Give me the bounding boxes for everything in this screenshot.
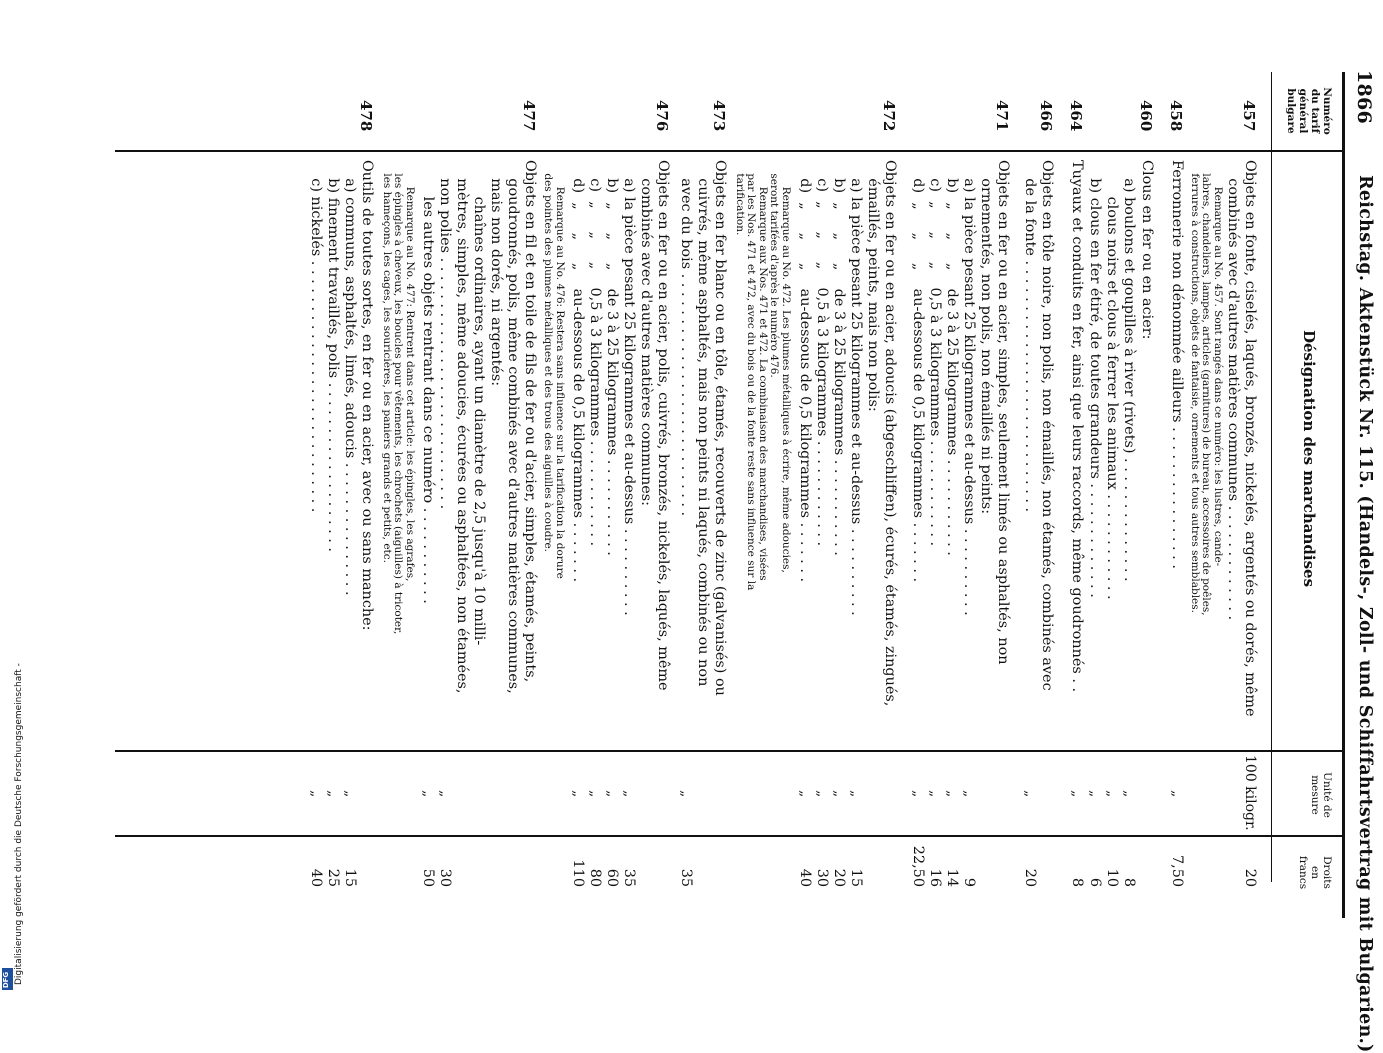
row-text: Objets en fil et en toile de fils de fer ou d'acier, simples, étamés, peints, goudronnés, polis, même combinés avec d'autres matières communes, mais non dorés, ni argentés: chaînes ordinaires, ayant un diamètre de 2,5 jusqu'à 10 milli- mètres, simples, même adoucies, écurées ou asphaltées, non étamées, non polies . . . . . . . . . . . . . . . . . . . . . . . . . . . . les autres objets rentrant dans ce numéro . . . . . . . . . . . — [420, 160, 538, 694]
row-duty: 35 — [678, 868, 694, 887]
digitization-note-text: Digitalisierung gefördert durch die Deutsche Forschungsgemeinschaft - — [14, 663, 24, 985]
column-divider-1 — [115, 150, 1345, 152]
header-duties: Droits en francs — [1297, 855, 1333, 890]
row-text: Objets en fer ou en acier, polis, cuivrés, bronzés, nickelés, laqués, même combinés avec d'autres matières communes: a) la pièce pesant 25 kilogrammes et au-dessus . . . . . . . . . . b) „ „ „ de 3 à 25 kilogrammes . . . . . . . . . . . c) „ „ „ 0,5 à 3 kilogrammes . . . . . . . . . . . . d) „ „ „ au-dessous de 0,5 kilogrammes . . . . . . . — [570, 160, 671, 691]
row-text: Objets en fer blanc ou en tôle, étamés, recouverts de zinc (galvanisés) ou cuivrés, même asphaltés, mais non peints ni laqués, combinés ou non avec du bois . . . . . . . . . . . . . . . . . . . . . . . . . . . — [678, 160, 728, 696]
tariff-number: 477 — [520, 100, 538, 132]
rule-header — [1271, 72, 1272, 882]
row-unit: „ „ „ „ — [797, 790, 864, 798]
page-number: 1866 — [1353, 70, 1375, 125]
row-duty: 35 60 80 110 — [570, 859, 637, 887]
row-unit: „ — [1169, 790, 1185, 798]
row-duty: 7,50 — [1169, 855, 1185, 888]
row-remark: Remarque au No. 472. Les plumes métalliques à écrire, même adoucies, seront tarifées d'après le numéro 476. Remarque aux Nos. 471 et 472. La combinaison des marchandises, visées par les Nos. 471 et 472, avec du bois ou de la fonte reste sans influence sur la tarification. — [734, 173, 792, 591]
tariff-number: 464 — [1067, 100, 1085, 132]
dfg-logo: DFG — [2, 968, 13, 990]
column-divider-3 — [115, 835, 1345, 837]
tariff-number: 476 — [653, 100, 671, 132]
row-duty: 20 — [1242, 868, 1258, 887]
row-duty: 20 — [1022, 868, 1038, 887]
tariff-number: 457 — [1240, 100, 1258, 132]
row-unit: „ — [1069, 790, 1085, 798]
row-duty: 8 — [1069, 877, 1085, 887]
tariff-number: 458 — [1167, 100, 1185, 132]
row-text: Ferronnerie non dénommée ailleurs . . . . . . . . . . . . . . . . — [1169, 160, 1185, 569]
column-divider-2 — [115, 750, 1345, 752]
row-unit: „ „ — [420, 790, 453, 798]
row-remark: Remarque au No. 476: Restera sans influence sur la tarification la dorure des pointes des plumes métalliques et des trous des aiguilles à coudre. — [542, 173, 566, 579]
header-designation: Désignation des marchandises — [1300, 330, 1318, 588]
tariff-number: 466 — [1037, 100, 1055, 132]
row-unit: 100 kilogr. — [1242, 755, 1258, 831]
row-text: Clous en fer ou en acier: — [1139, 160, 1155, 340]
row-duty: 8 10 6 — [1087, 868, 1137, 887]
row-unit: „ „ „ „ — [910, 790, 977, 798]
row-remark: Remarque au No. 477: Rentrent dans cet article: les épingles, les agrafes, les épingles à cheveux, les boucles pour vêtements, les chrochets (aiguilles) à tricoter, les hameçons, les cages, les souricières, les paniers grands et petits, etc. — [381, 173, 416, 635]
row-unit: „ „ „ „ — [570, 790, 637, 798]
row-text: a) boulons et goupilles à river (rivets) . . . . . . . . . . . . . . clous noirs et clous à ferrer les animaux . . . . . . . . . . . . b) clous en fer étiré, de toutes grandeurs . . . . . . . . . . . . . — [1087, 178, 1137, 600]
row-text: Objets en tôle noire, non polis, non émaillés, non étamés, combinés avec de la fonte . . . . . . . . . . . . . . . . . . . . . . . . . . . . — [1022, 160, 1055, 691]
row-unit: „ „ „ — [1087, 790, 1137, 798]
row-text: Objets en fer ou en acier, adoucis (abgeschliffen), écurés, étamés, zingués, émaillés, peints, mais non polis: a) la pièce pesant 25 kilogrammes et au-dessus . . . . . . . . . . b) „ „ „ de 3 à 25 kilogrammes . . . . . . . . . . . c) „ „ „ 0,5 à 3 kilogrammes . . . . . . . . . . . . d) „ „ „ au-dessous de 0,5 kilogrammes . . . . . . . — [797, 160, 898, 707]
row-unit: „ „ „ — [308, 790, 358, 798]
tariff-number: 460 — [1137, 100, 1155, 132]
tariff-number: 478 — [357, 100, 375, 132]
row-unit: „ — [678, 790, 694, 798]
row-duty: 15 25 40 — [308, 868, 358, 887]
row-unit: „ — [1022, 790, 1038, 798]
header-unit: Unité de mesure — [1309, 772, 1333, 818]
row-text: Tuyaux et conduits en fer, ainsi que leurs raccords, même goudronnés . . — [1069, 160, 1085, 693]
row-duty: 9 14 16 22,50 — [910, 845, 977, 887]
tariff-number: 473 — [710, 100, 728, 132]
page-title: Reichstag. Aktenstück Nr. 115. (Handels-, Zoll- und Schiffahrtsvertrag mit Bulgarien.) — [1355, 175, 1375, 1053]
row-text: Objets en fer ou en acier, simples, seulement limés ou asphaltés, non ornementés, non polis, non émaillés ni peints: a) la pièce pesant 25 kilogrammes et au-dessus . . . . . . . . . . b) „ „ „ de 3 à 25 kilogrammes . . . . . . . . . . . c) „ „ „ 0,5 à 3 kilogrammes . . . . . . . . . . . . d) „ „ „ au-dessous de 0,5 kilogrammes . . . . . . . — [910, 160, 1011, 665]
tariff-number: 471 — [993, 100, 1011, 132]
row-duty: 30 50 — [420, 868, 453, 887]
row-text: Outils de toutes sortes, en fer ou en acier, avec ou sans manche: a) communs, asphaltés, limés, adoucis . . . . . . . . . . . . . . . b) finement travaillés, polis . . . . . . . . . . . . . . . . . . . c) nickelés . . . . . . . . . . . . . . . . . . . . . . . . . . . . — [308, 160, 375, 631]
rule-top — [1342, 72, 1345, 918]
row-duty: 15 20 30 40 — [797, 868, 864, 887]
row-text: Objets en fonte, ciselés, laqués, bronzés, nickelés, argentés ou dorés, même combinés avec d'autres matières communes . . . . . . . . . . . . . — [1225, 160, 1258, 717]
tariff-number: 472 — [880, 100, 898, 132]
row-remark: Remarque au No. 457. Sont rangés dans ce numéro: les lustres, cande- labres, chandeliers, lampes, articles (garnitures) de bureau, accessoires de poêles, ferrures à constructions, objets de fantaisie, ornements et tous autres semblables. — [1189, 173, 1224, 616]
header-tariff-number: Numéro du tarif général bulgare — [1285, 87, 1333, 135]
